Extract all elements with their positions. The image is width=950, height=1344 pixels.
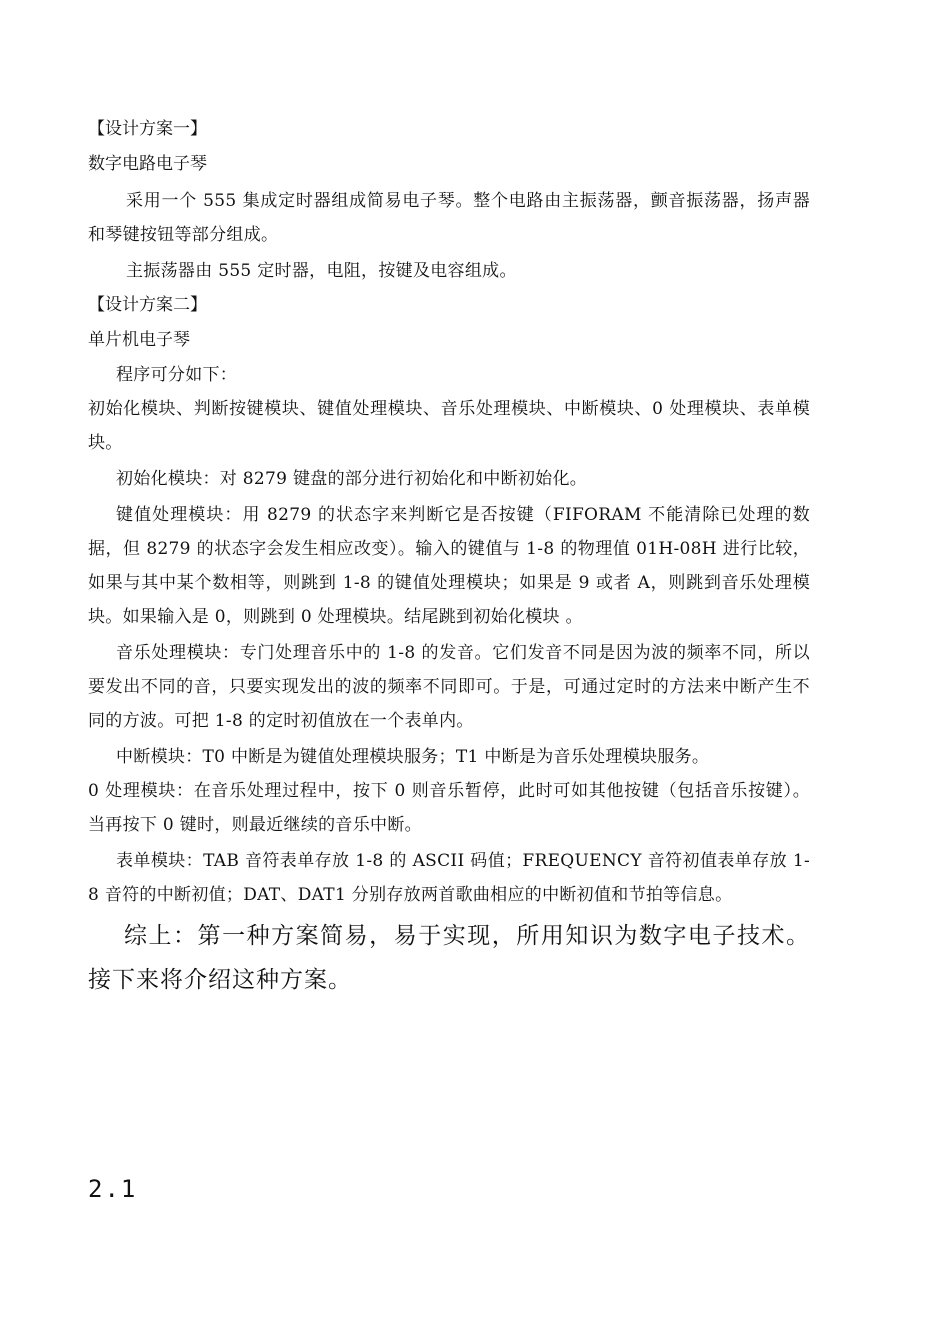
plan1-paragraph-1: 采用一个 555 集成定时器组成简易电子琴。整个电路由主振荡器，颤音振荡器，扬声器和琴键按钮等部分组成。 (88, 191, 810, 245)
plan2-init-module: 初始化模块：对 8279 键盘的部分进行初始化和中断初始化。 (116, 469, 588, 489)
plan2-key-module: 键值处理模块：用 8279 的状态字来判断它是否按键（FIFORAM 不能清除已处理的数据，但 8279 的状态字会发生相应改变）。输入的键值与 1-8 的物理值 01H-08H 进行比较，如果与其中某个数相等，则跳到 1-8 的键值处理模块；如果是 9 或者 A，则跳到音乐处理模块。如果输入是 0，则跳到 0 处理模块。结尾跳到初始化模块 。 (88, 505, 810, 627)
plan2-zero-module: 0 处理模块：在音乐处理过程中，按下 0 则音乐暂停，此时可如其他按键（包括音乐按键）。当再按下 0 键时，则最近继续的音乐中断。 (88, 781, 810, 835)
plan2-table-module: 表单模块：TAB 音符表单存放 1-8 的 ASCII 码值；FREQUENCY 音符初值表单存放 1-8 音符的中断初值；DAT、DAT1 分别存放两首歌曲相应的中断初值和节拍等信息。 (88, 851, 810, 905)
plan2-music-module: 音乐处理模块：专门处理音乐中的 1-8 的发音。它们发音不同是因为波的频率不同，所以要发出不同的音，只要实现发出的波的频率不同即可。于是，可通过定时的方法来中断产生不同的方波。可把 1-8 的定时初值放在一个表单内。 (88, 643, 810, 731)
document-body (88, 112, 810, 1002)
plan2-modules-list: 初始化模块、判断按键模块、键值处理模块、音乐处理模块、中断模块、0 处理模块、表单模块。 (88, 399, 810, 453)
plan1-heading: 【设计方案一】 (88, 119, 207, 139)
section-number: 2.1 (88, 1175, 138, 1203)
plan2-intro: 程序可分如下： (116, 365, 238, 385)
summary-paragraph: 综上：第一种方案简易，易于实现，所用知识为数字电子技术。接下来将介绍这种方案。 (88, 923, 810, 993)
plan2-subtitle: 单片机电子琴 (88, 330, 190, 350)
plan2-heading: 【设计方案二】 (88, 295, 207, 315)
plan1-subtitle: 数字电路电子琴 (88, 154, 207, 174)
plan2-interrupt-module: 中断模块：T0 中断是为键值处理模块服务；T1 中断是为音乐处理模块服务。 (116, 747, 710, 767)
plan1-paragraph-2: 主振荡器由 555 定时器，电阻，按键及电容组成。 (126, 261, 517, 281)
